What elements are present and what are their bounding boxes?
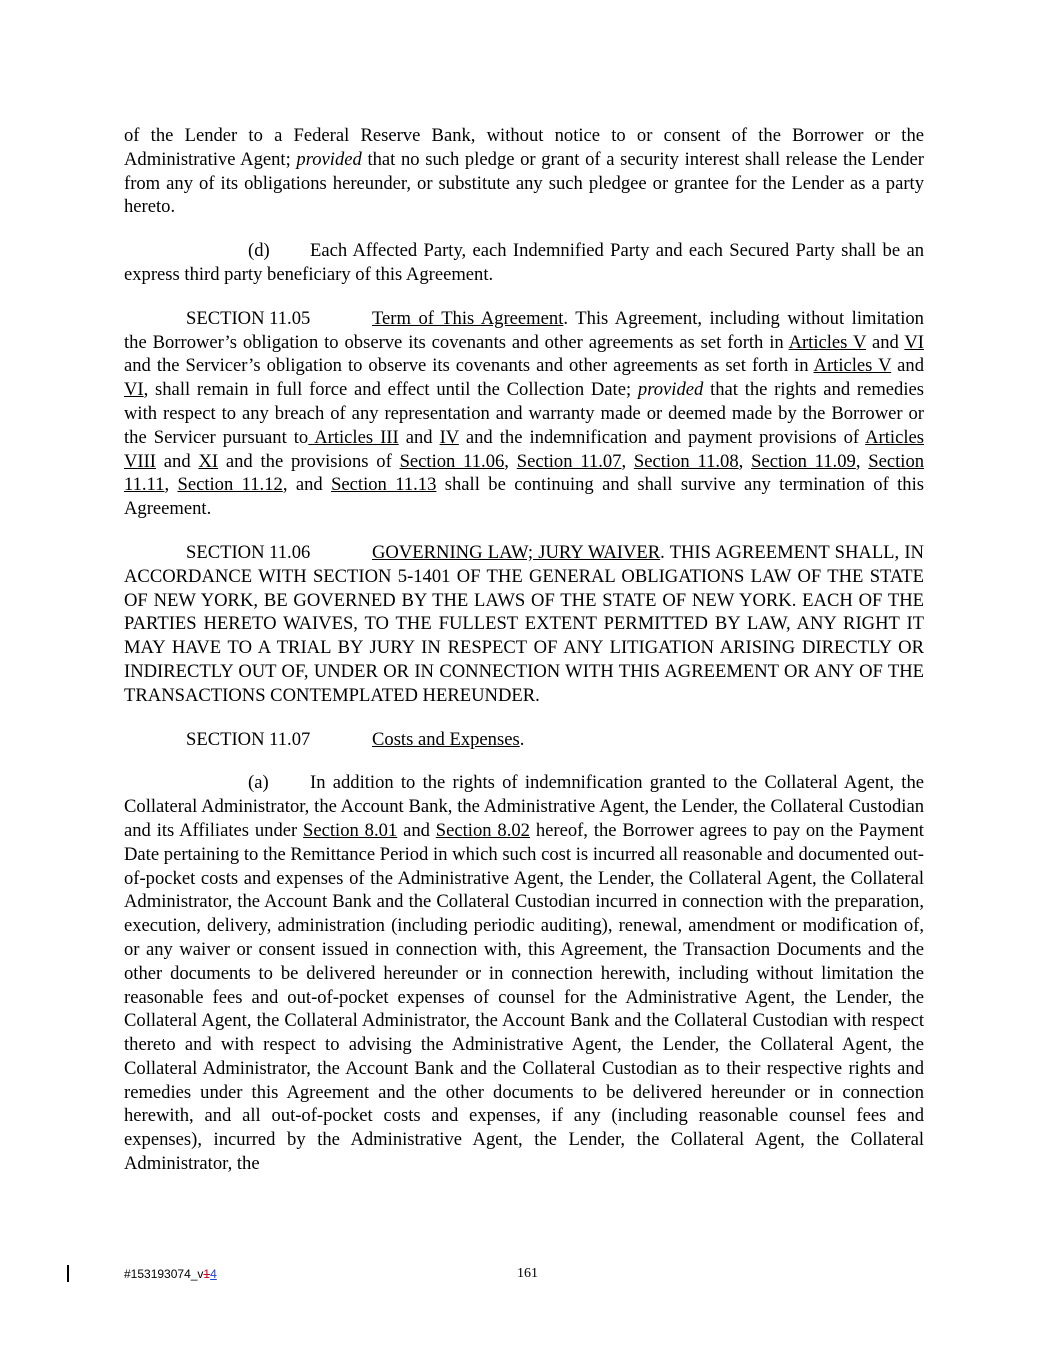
cross-reference: Section 11.11 (124, 450, 925, 496)
document-id: #153193074_v14 (124, 1267, 217, 1281)
cross-reference: Section 11.08 (633, 450, 739, 472)
section-heading: Term of This Agreement (372, 307, 564, 329)
cross-reference: Section 11.12 (177, 474, 283, 496)
section-number: SECTION 11.05 (186, 307, 311, 329)
deleted-revision: 1 (203, 1267, 211, 1281)
cross-reference: Section 11.06 (399, 450, 505, 472)
provided-italic: provided (296, 148, 362, 170)
section-11-05: SECTION 11.05 Term of This Agreement. This Agreement, including without limitation the Borrower’s obligation to observe its covenants and other agreements as set forth in Articles V and VI and the Servicer’s obligation to observe its covenants and other agreements as set forth in Articles V and VI, shall remain in full force and effect until the Collection Date; provided that the rights and remedies with respect to any breach of any representation and warranty made or deemed made by the Borrower or the Servicer pursuant to Articles III and IV and the indemnification and payment provisions of Articles VIII and XI and the provisions of Section 11.06, Section 11.07, Section 11.08, Section 11.09, Section 11.11, Section 11.12, and Section 11.13 shall be continuing and shall survive any termination of this Agreement. (124, 307, 925, 520)
cross-reference: Section 11.13 (331, 474, 437, 496)
cross-reference: Section 8.01 (303, 819, 398, 841)
section-number: SECTION 11.06 (186, 541, 311, 563)
paragraph-d: (d) Each Affected Party, each Indemnified Party and each Secured Party shall be an express third party beneficiary of this Agreement. (124, 240, 924, 285)
paragraph-continuation: of the Lender to a Federal Reserve Bank, without notice to or consent of the Borrower or the Administrative Agent; provided that no such pledge or grant of a security interest shall release the Lender from any of its obligations hereunder, or substitute any such pledgee or grantee for the Lender as a party hereto. (124, 125, 924, 218)
section-11-07: SECTION 11.07 Costs and Expenses. (186, 728, 525, 750)
cross-reference: Articles VIII (124, 426, 924, 472)
section-heading: GOVERNING LAW; JURY WAIVER (372, 541, 661, 563)
cross-reference: VI (124, 379, 144, 401)
cross-reference: Section 8.02 (435, 819, 530, 841)
section-heading: Costs and Expenses (372, 728, 520, 750)
cross-reference: Articles III (308, 426, 399, 448)
provided-italic: provided (637, 379, 704, 401)
cross-reference: IV (439, 426, 459, 448)
cross-reference: Articles V (788, 331, 867, 353)
inserted-revision: 4 (210, 1267, 217, 1281)
paragraph-a: (a) In addition to the rights of indemnification granted to the Collateral Agent, the Collateral Administrator, the Account Bank, the Administrative Agent, the Lender, the Collateral Custodian and its Affiliates under Section 8.01 and Section 8.02 hereof, the Borrower agrees to pay on the Payment Date pertaining to the Remittance Period in which such cost is incurred all reasonable and documented out-of-pocket costs and expenses of the Administrative Agent, the Lender, the Collateral Agent, the Collateral Administrator, the Account Bank and the Collateral Custodian incurred in connection with the preparation, execution, delivery, administration (including periodic auditing), renewal, amendment or modification of, or any waiver or consent issued in connection with, this Agreement, the Transaction Documents and the other documents to be delivered hereunder or in connection herewith, including without limitation the reasonable fees and out-of-pocket expenses of counsel for the Administrative Agent, the Lender, the Collateral Agent, the Collateral Administrator, the Account Bank and the Collateral Custodian with respect thereto and with respect to advising the Administrative Agent, the Lender, the Collateral Agent, the Collateral Administrator, the Account Bank and the Collateral Custodian as to their respective rights and remedies under this Agreement and the other documents to be delivered hereunder or in connection herewith, and all out-of-pocket costs and expenses, if any (including reasonable counsel fees and expenses), incurred by the Administrative Agent, the Lender, the Collateral Agent, the Collateral Administrator, the (124, 772, 924, 1175)
cross-reference: Section 11.09 (751, 450, 856, 472)
cross-reference: VI (904, 331, 924, 353)
document-body (124, 124, 924, 1196)
section-11-06: SECTION 11.06 GOVERNING LAW; JURY WAIVER. THIS AGREEMENT SHALL, IN ACCORDANCE WITH SECTION 5-1401 OF THE GENERAL OBLIGATIONS LAW OF THE STATE OF NEW YORK, BE GOVERNED BY THE LAWS OF THE STATE OF NEW YORK. EACH OF THE PARTIES HERETO WAIVES, TO THE FULLEST EXTENT PERMITTED BY LAW, ANY RIGHT IT MAY HAVE TO A TRIAL BY JURY IN RESPECT OF ANY LITIGATION ARISING DIRECTLY OR INDIRECTLY OUT OF, UNDER OR IN CONNECTION WITH THIS AGREEMENT OR ANY OF THE TRANSACTIONS CONTEMPLATED HEREUNDER. (124, 541, 924, 706)
cross-reference: XI (198, 450, 219, 472)
clause-label-a: (a) (248, 772, 269, 794)
cross-reference: Section 11.07 (516, 450, 622, 472)
cross-reference: Articles V (813, 355, 892, 377)
page-number: 161 (517, 1266, 538, 1281)
clause-label-d: (d) (248, 240, 270, 262)
section-number: SECTION 11.07 (186, 728, 311, 750)
